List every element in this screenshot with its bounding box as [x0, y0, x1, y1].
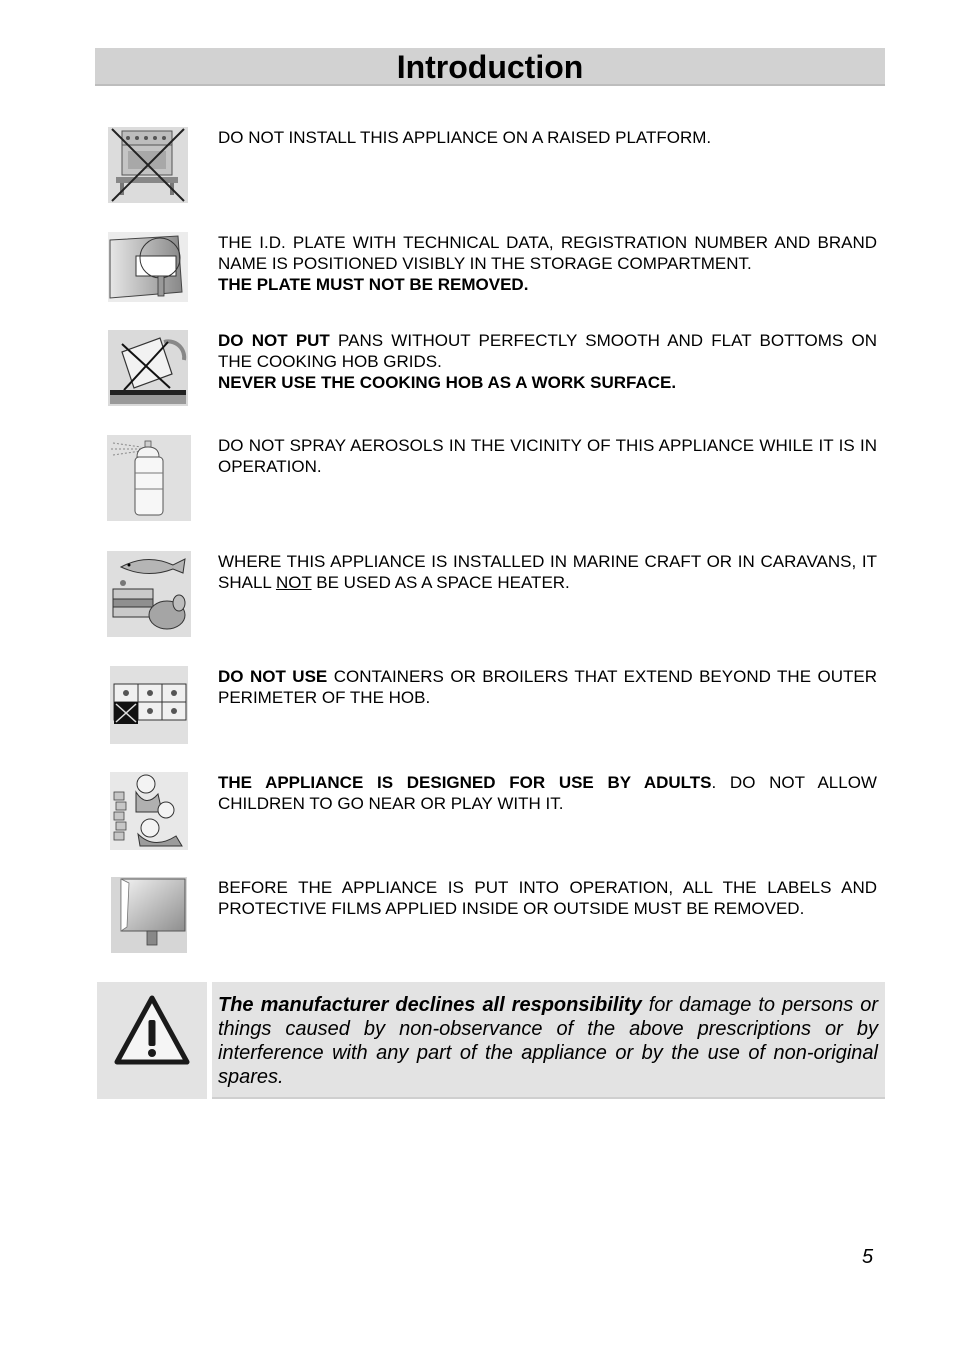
storage-compartment-plate-icon — [108, 232, 188, 302]
warning-text — [218, 993, 878, 1089]
warning-icon-panel — [97, 982, 207, 1099]
text-run: DO NOT INSTALL THIS APPLIANCE ON A RAISED PLATFORM. — [218, 128, 712, 147]
text-run: BEFORE THE APPLIANCE IS PUT INTO OPERATION, ALL THE LABELS AND PROTECTIVE FILMS APPLIED INSIDE OR OUTSIDE MUST BE REMOVED. — [218, 878, 877, 918]
item-paragraph — [218, 435, 877, 477]
children-playing-icon — [110, 772, 188, 850]
warning-triangle-icon — [113, 992, 191, 1070]
page-number: 5 — [862, 1246, 874, 1268]
text-run: THE APPLIANCE IS DESIGNED FOR USE BY ADULTS — [218, 773, 712, 792]
item-paragraph — [218, 772, 877, 814]
hob-burners-icon — [110, 666, 188, 744]
title-bar — [95, 48, 885, 86]
text-run: NEVER USE THE COOKING HOB AS A WORK SURFACE. — [218, 373, 677, 392]
item-paragraph — [218, 666, 877, 708]
text-run: NOT — [275, 573, 312, 592]
item-paragraph — [218, 330, 877, 372]
aerosol-can-icon — [107, 435, 191, 521]
text-run: THE PLATE MUST NOT BE REMOVED. — [218, 275, 529, 294]
item-paragraph — [218, 127, 877, 148]
item-text — [218, 127, 877, 148]
item-text — [218, 877, 877, 919]
item-text — [218, 551, 877, 593]
raised-platform-crossed-icon — [108, 127, 188, 203]
text-run: BE USED AS A SPACE HEATER. — [311, 573, 570, 592]
pan-on-hob-crossed-icon — [108, 330, 188, 406]
item-text — [218, 772, 877, 814]
text-run: THE I.D. PLATE WITH TECHNICAL DATA, REGISTRATION NUMBER AND BRAND NAME IS POSITIONED VISIBLY IN THE STORAGE COMPARTMENT. — [218, 233, 877, 273]
text-run: DO NOT SPRAY AEROSOLS IN THE VICINITY OF THIS APPLIANCE WHILE IT IS IN OPERATION. — [218, 436, 877, 476]
item-paragraph — [218, 877, 877, 919]
protective-film-peel-icon — [111, 877, 187, 953]
item-text — [218, 330, 877, 393]
item-paragraph — [218, 551, 877, 593]
text-run: CONTAINERS OR BROILERS THAT EXTEND BEYOND THE OUTER PERIMETER OF THE HOB. — [218, 667, 877, 707]
page-title: Introduction — [396, 49, 584, 85]
warning-text-run: for damage to persons or things caused by non-observance of the above prescriptions or by interference with any part of the appliance or by the use of non-original spares. — [218, 994, 878, 1088]
text-run: DO NOT PUT — [218, 331, 330, 350]
item-text — [218, 435, 877, 477]
text-run: PANS WITHOUT PERFECTLY SMOOTH AND FLAT BOTTOMS ON THE COOKING HOB GRIDS. — [218, 331, 877, 371]
item-text — [218, 232, 877, 295]
item-paragraph — [218, 232, 877, 274]
fish-cake-chicken-icon — [107, 551, 191, 637]
warning-bold-run: The manufacturer declines all responsibility — [218, 994, 642, 1016]
item-paragraph — [218, 372, 877, 393]
text-run: WHERE THIS APPLIANCE IS INSTALLED IN MARINE CRAFT OR IN CARAVANS, IT SHALL — [218, 552, 877, 592]
text-run: . DO NOT ALLOW CHILDREN TO GO NEAR OR PLAY WITH IT. — [218, 773, 877, 813]
text-run: DO NOT USE — [218, 667, 328, 686]
item-text — [218, 666, 877, 708]
item-paragraph — [218, 274, 877, 295]
